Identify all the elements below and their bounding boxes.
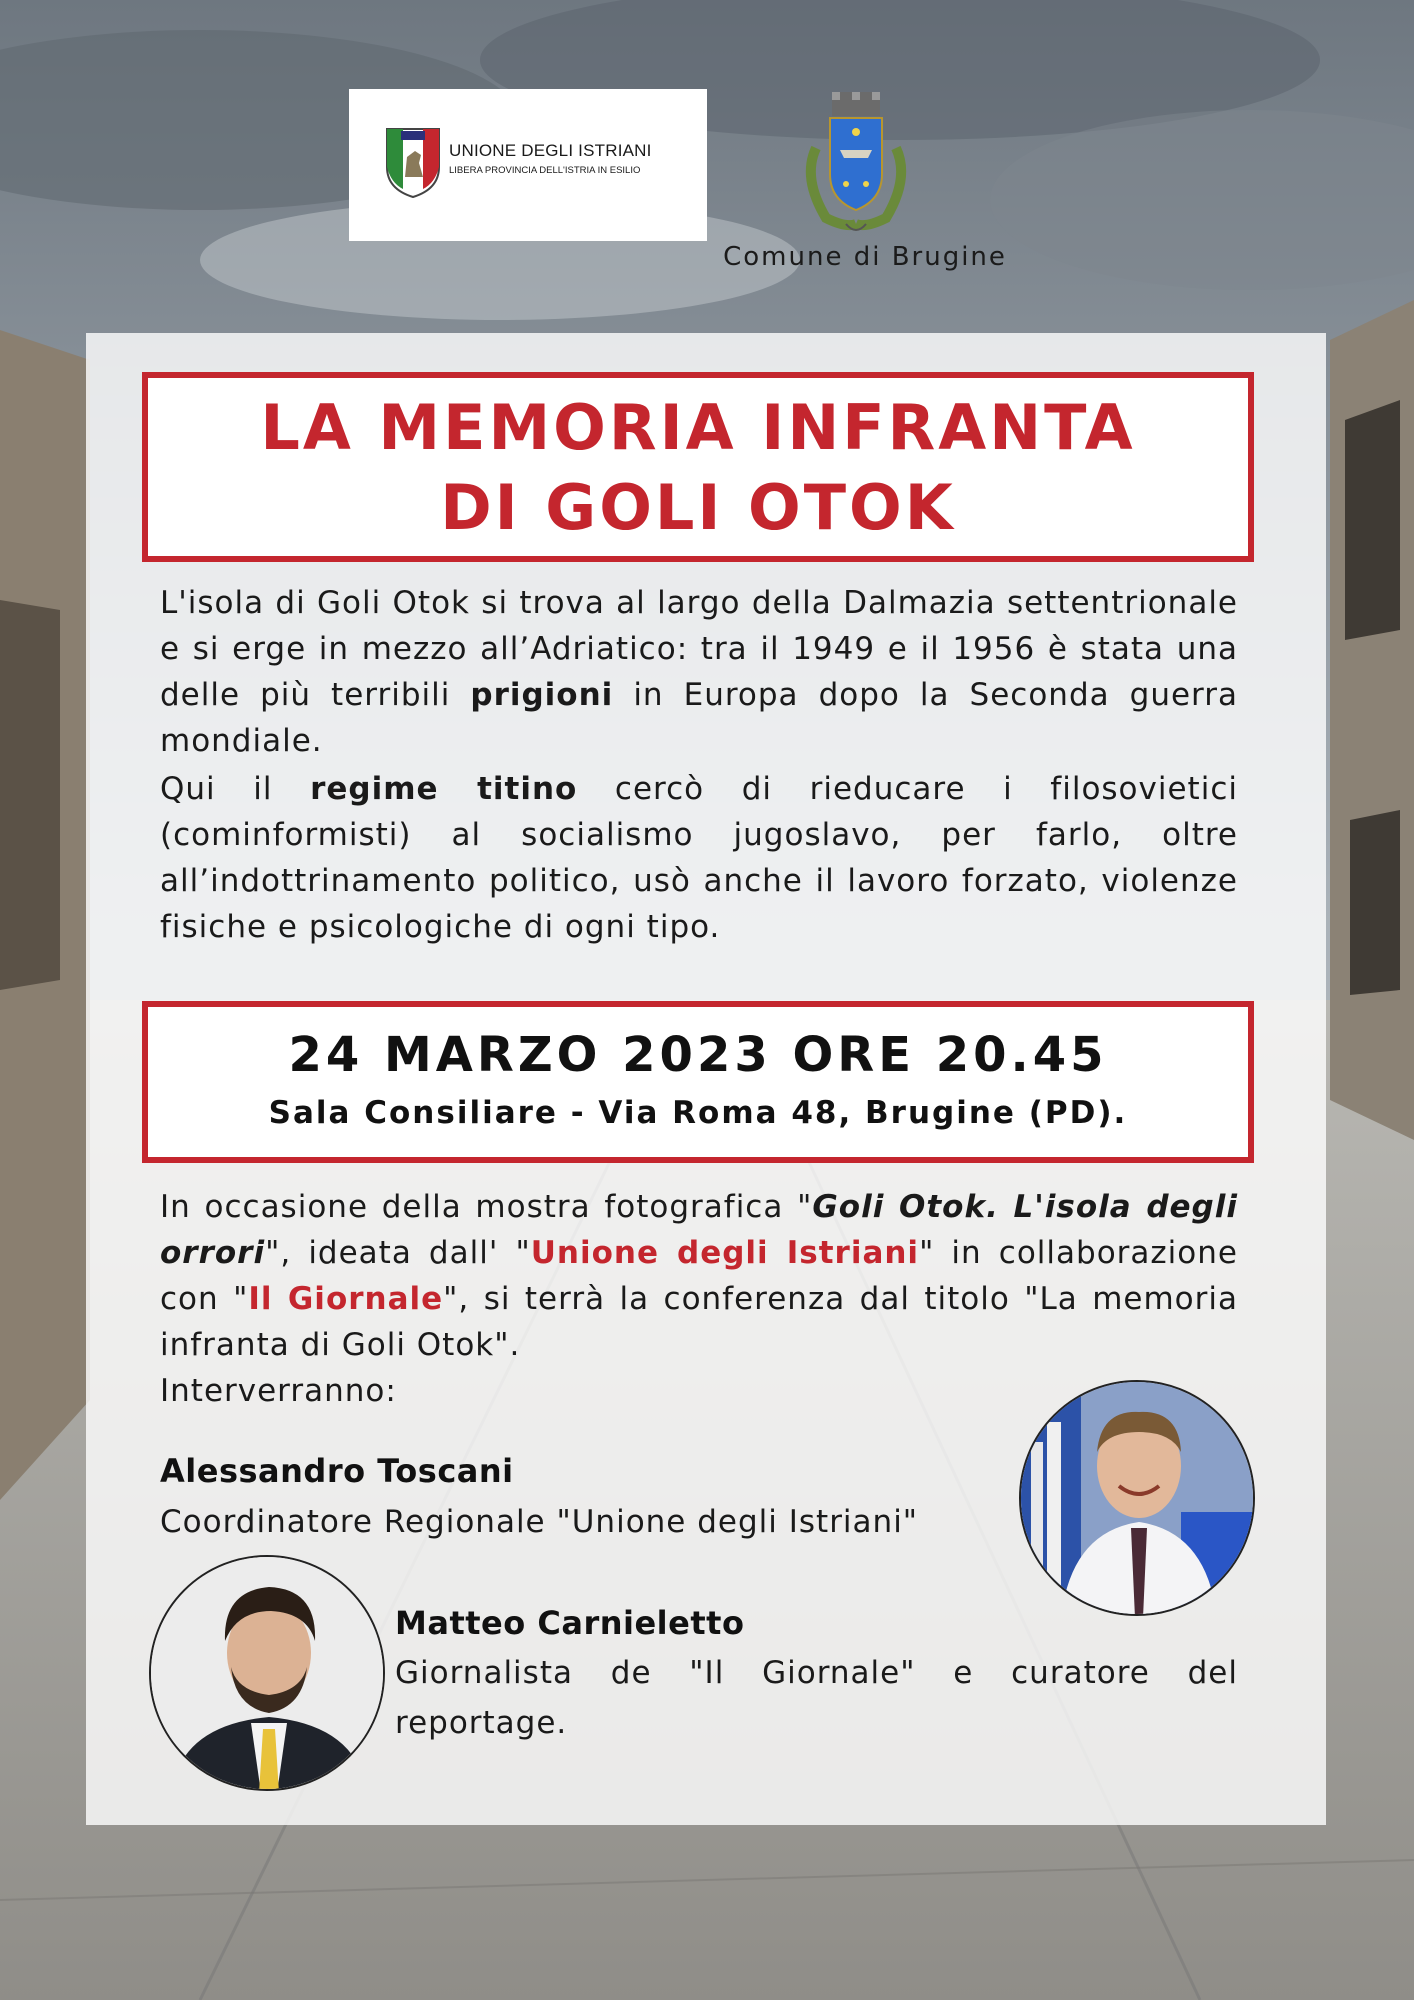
comune-brugine-label: Comune di Brugine [723, 242, 1007, 272]
intro-p1-text-b: in Europa dopo la Seconda guerra mondiale. [160, 677, 1238, 759]
unione-istriani-subtitle: LIBERA PROVINCIA DELL'ISTRIA IN ESILIO [449, 165, 641, 176]
title-line-1: LA MEMORIA INFRANTA [260, 391, 1136, 464]
intro-p2-text-b: cercò di rieducare i filosovietici (cominformisti) al socialismo jugoslavo, per farlo, oltre all’indottrinamento politico, usò anche il lavoro forzato, violenze fisiche e psicologiche di ogni tipo. [160, 771, 1238, 945]
avatar [1019, 1380, 1255, 1616]
unione-istriani-name: UNIONE DEGLI ISTRIANI [449, 141, 652, 160]
event-date-time: 24 MARZO 2023 ORE 20.45 [288, 1027, 1108, 1083]
exhibit-title: Goli Otok. L'isola degli orrori [160, 1189, 1238, 1271]
speaker-role: Giornalista de "Il Giornale" e curatore del reportage. [395, 1655, 1238, 1741]
newspaper-name: Il Giornale [248, 1281, 444, 1317]
event-venue: Sala Consiliare - Via Roma 48, Brugine (PD). [268, 1095, 1128, 1131]
event-datetime-box [142, 1001, 1254, 1163]
speaker-role: Coordinatore Regionale "Unione degli Istriani" [160, 1504, 919, 1540]
event-text-1: In occasione della mostra fotografica " [160, 1189, 813, 1225]
speaker-name: Alessandro Toscani [160, 1452, 514, 1490]
title-box [142, 372, 1254, 562]
intro-paragraph-2 [160, 766, 1238, 950]
organizer-name: Unione degli Istriani [530, 1235, 920, 1271]
event-text-2: ", ideata dall' " [265, 1235, 531, 1271]
speaker-name: Matteo Carnieletto [395, 1604, 745, 1642]
coat-of-arms-icon [796, 88, 916, 238]
avatar [149, 1555, 385, 1791]
title-line-2: DI GOLI OTOK [440, 471, 956, 544]
event-text-4: ", si terrà la conferenza dal titolo "La memoria infranta di Goli Otok". [160, 1281, 1238, 1363]
intro-p1-text-a: L'isola di Goli Otok si trova al largo della Dalmazia settentrionale e si erge in mezzo all’Adriatico: tra il 1949 e il 1956 è stata una delle più terribili [160, 585, 1238, 713]
unione-istriani-logo [349, 89, 707, 241]
intro-p1-bold: prigioni [470, 677, 614, 713]
event-description [160, 1184, 1238, 1368]
intro-p2-bold: regime titino [310, 771, 578, 807]
intro-p2-text-a: Qui il [160, 771, 311, 807]
istria-shield-icon [385, 127, 441, 199]
speakers-intro: Interverranno: [160, 1373, 397, 1409]
intro-paragraph-1 [160, 580, 1238, 764]
event-text-3: " in collaborazione con " [160, 1235, 1238, 1317]
